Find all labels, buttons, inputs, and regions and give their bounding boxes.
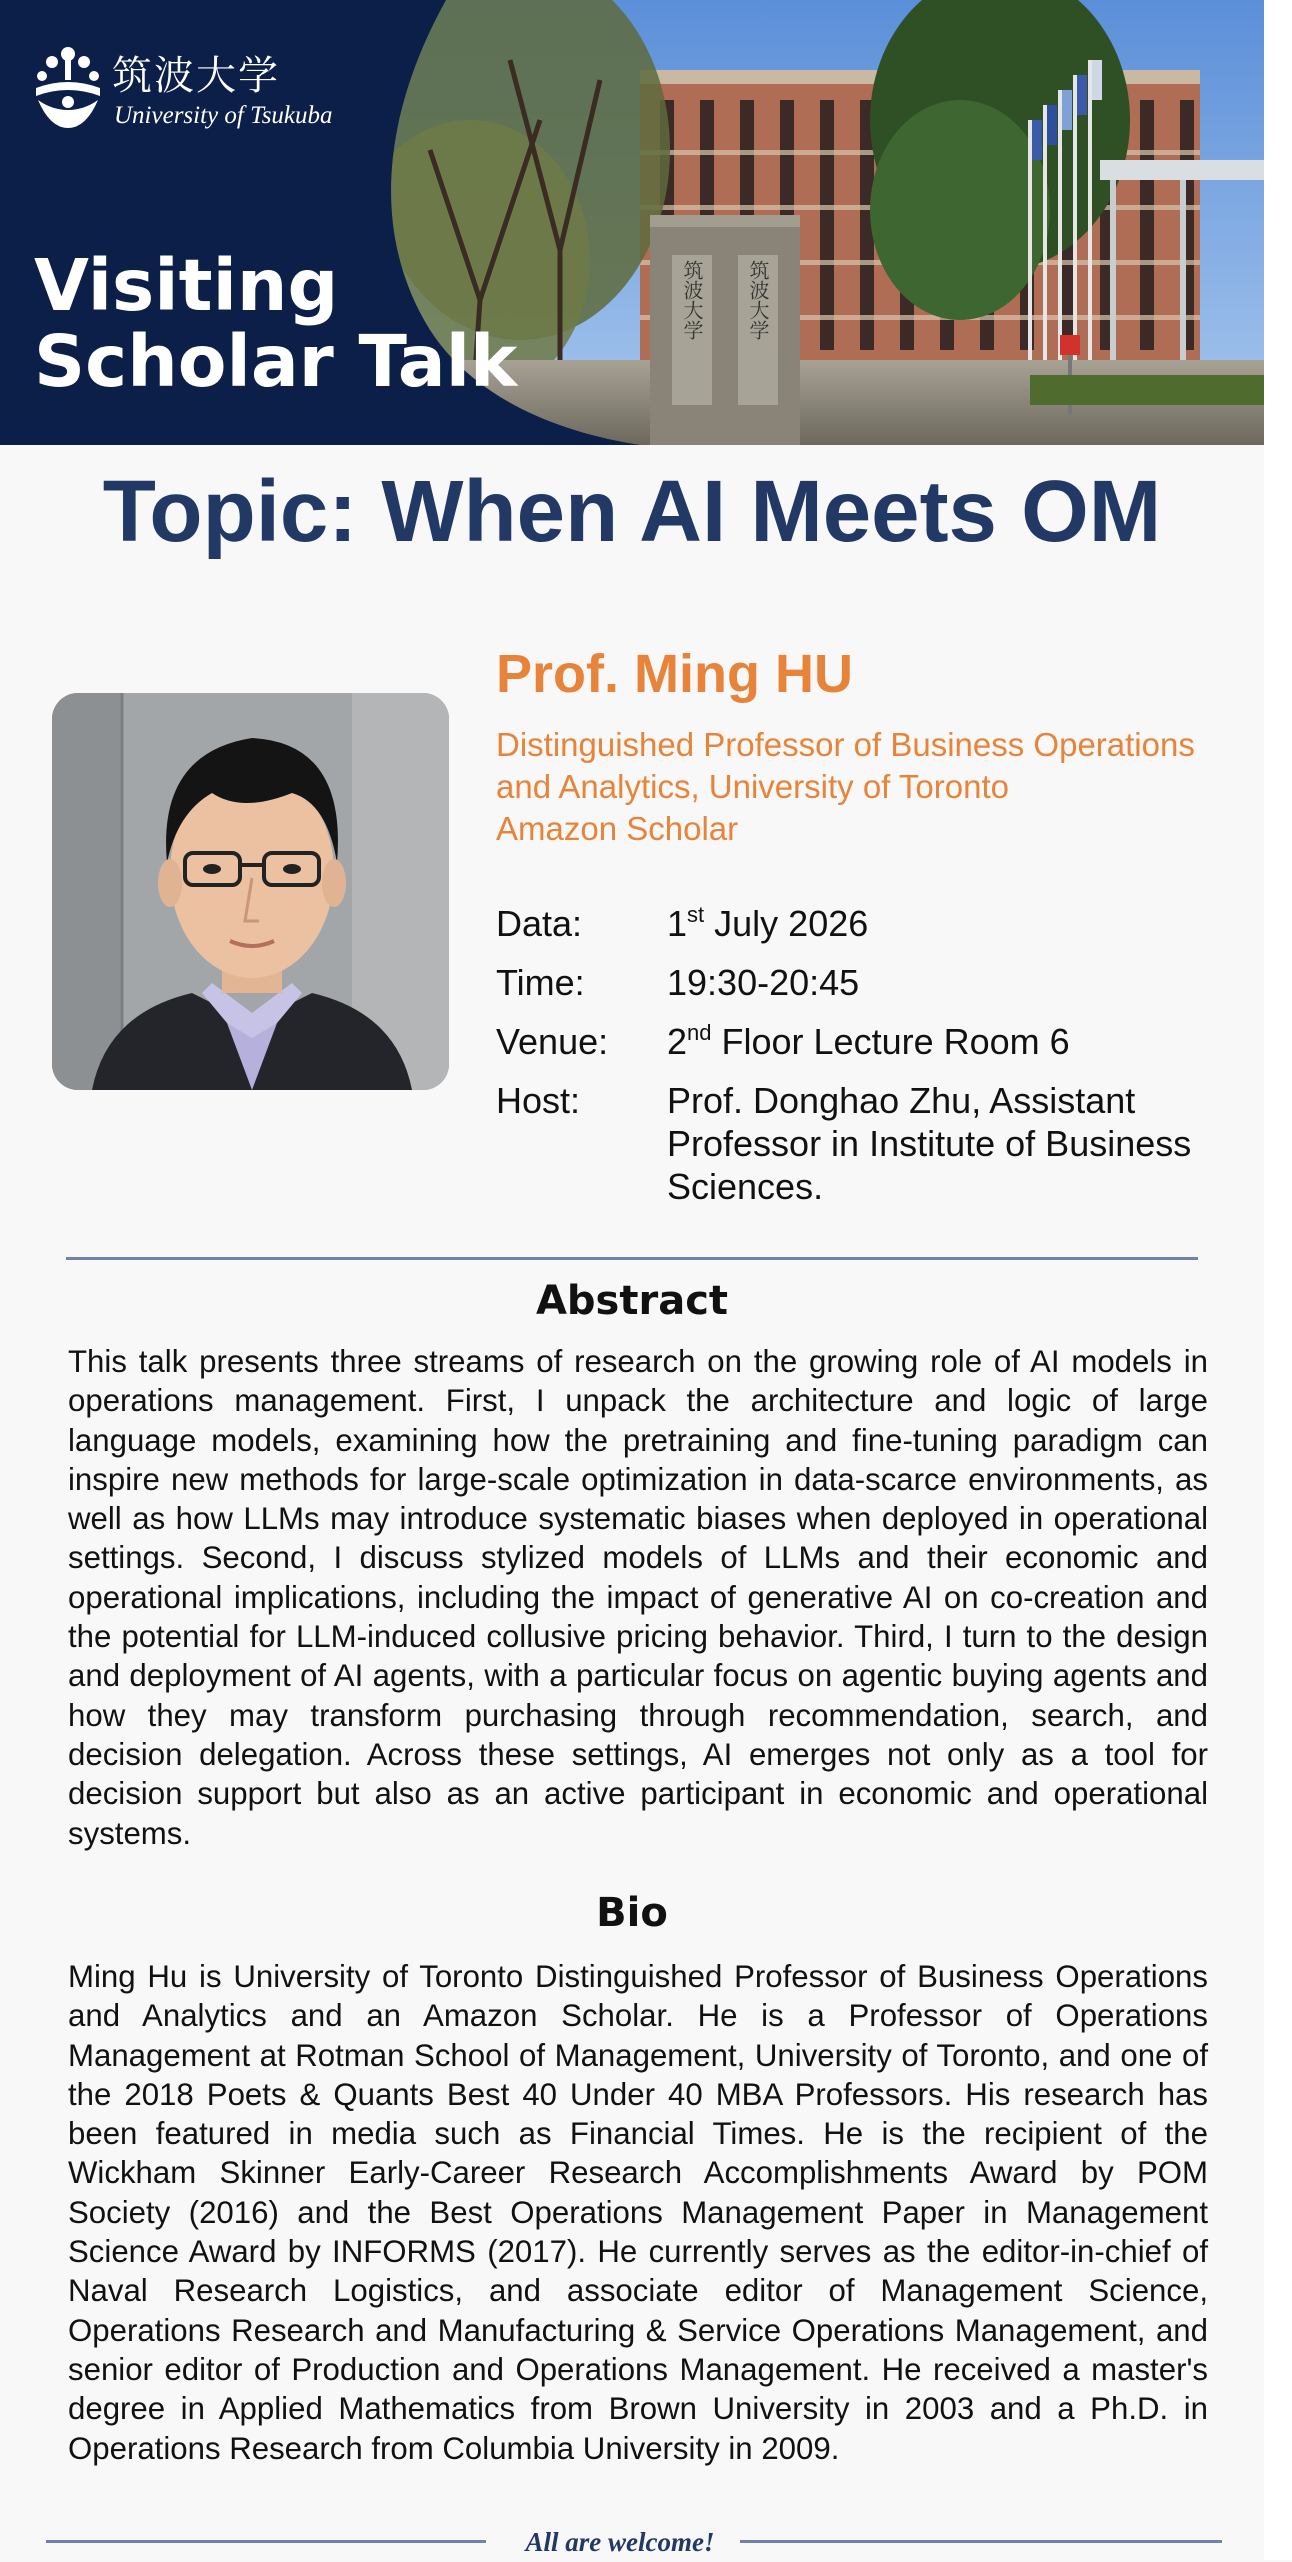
abstract-heading: Abstract bbox=[535, 1278, 729, 1324]
gate-sign-left: 筑波大学 bbox=[680, 260, 704, 340]
gate-sign-right: 筑波大学 bbox=[746, 260, 770, 340]
venue-floor: 2 bbox=[667, 1021, 688, 1062]
page-margin bbox=[1264, 0, 1292, 2560]
footer bbox=[0, 2522, 1264, 2562]
welcome-message: All are welcome! bbox=[525, 2527, 715, 2557]
affiliation-line-2: and Analytics, University of Toronto bbox=[496, 768, 1009, 805]
venue-value bbox=[667, 1020, 1227, 1063]
venue-floor-suffix: nd bbox=[687, 1020, 712, 1045]
footer-divider-left bbox=[46, 2540, 486, 2543]
affiliation-line-1: Distinguished Professor of Business Operations bbox=[496, 726, 1195, 763]
date-label: Data: bbox=[496, 903, 583, 944]
time-label: Time: bbox=[496, 962, 585, 1003]
section-divider bbox=[66, 1257, 1198, 1260]
banner-title-line-1: Visiting bbox=[34, 244, 339, 327]
date-day: 1 bbox=[667, 903, 688, 944]
abstract-text: This talk presents three streams of research on the growing role of AI models in operations management. First, I unpack the architecture and logic of large language models, examining how the pretraining and fine-tuning paradigm can inspire new methods for large-scale optimization in data-scarce environments, as well as how LLMs may introduce systematic biases when deployed in operational settings. Second, I discuss stylized models of LLMs and their economic and operational implications, including the impact of generative AI on co-creation and the potential for LLM-induced collusive pricing behavior. Third, I turn to the design and deployment of AI agents, with a particular focus on agentic buying agents and how they may transform purchasing through recommendation, search, and decision delegation. Across these settings, AI emerges not only as a tool for decision support but also as an active participant in economic and operational systems. bbox=[68, 1344, 1208, 1851]
university-name-japanese: 筑波大学 bbox=[112, 53, 280, 99]
date-month-year: July 2026 bbox=[704, 903, 869, 944]
affiliation-line-3: Amazon Scholar bbox=[496, 810, 739, 847]
banner-title bbox=[34, 244, 518, 403]
bio-heading: Bio bbox=[596, 1890, 668, 1936]
host-line-1: Prof. Donghao Zhu, Assistant bbox=[667, 1080, 1136, 1121]
header-banner bbox=[0, 0, 1264, 445]
talk-topic: Topic: When AI Meets OM bbox=[102, 463, 1162, 560]
speaker-name: Prof. Ming HU bbox=[496, 644, 853, 704]
host-line-3: Sciences. bbox=[667, 1166, 824, 1207]
venue-label: Venue: bbox=[496, 1021, 609, 1062]
university-name-english: University of Tsukuba bbox=[114, 102, 333, 129]
time-value: 19:30-20:45 bbox=[667, 962, 860, 1003]
footer-divider-right bbox=[740, 2540, 1222, 2543]
banner-title-line-2: Scholar Talk bbox=[34, 320, 518, 403]
bio-text: Ming Hu is University of Toronto Distinguished Professor of Business Operations and Analytics and an Amazon Scholar. He is a Professor of Operations Management at Rotman School of Management, University of Toronto, and one of the 2018 Poets & Quants Best 40 Under 40 MBA Professors. His research has been featured in media such as Financial Times. He is the recipient of the Wickham Skinner Early-Career Research Accomplishments Award by POM Society (2016) and the Best Operations Management Paper in Management Science Award by INFORMS (2017). He currently serves as the editor-in-chief of Naval Research Logistics, and associate editor of Management Science, Operations Research and Manufacturing & Service Operations Management, and senior editor of Production and Operations Management. He received a master's degree in Applied Mathematics from Brown University in 2003 and a Ph.D. in Operations Research from Columbia University in 2009. bbox=[68, 1959, 1208, 2466]
university-logo bbox=[30, 40, 360, 140]
date-value bbox=[667, 902, 1227, 945]
tsukuba-emblem-icon bbox=[30, 44, 106, 130]
host-value bbox=[667, 1079, 1227, 1208]
host-label: Host: bbox=[496, 1080, 581, 1121]
date-day-suffix: st bbox=[687, 902, 705, 927]
speaker-portrait bbox=[52, 693, 449, 1090]
venue-room: Floor Lecture Room 6 bbox=[711, 1021, 1070, 1062]
speaker-affiliation bbox=[496, 724, 1256, 850]
host-line-2: Professor in Institute of Business bbox=[667, 1123, 1192, 1164]
